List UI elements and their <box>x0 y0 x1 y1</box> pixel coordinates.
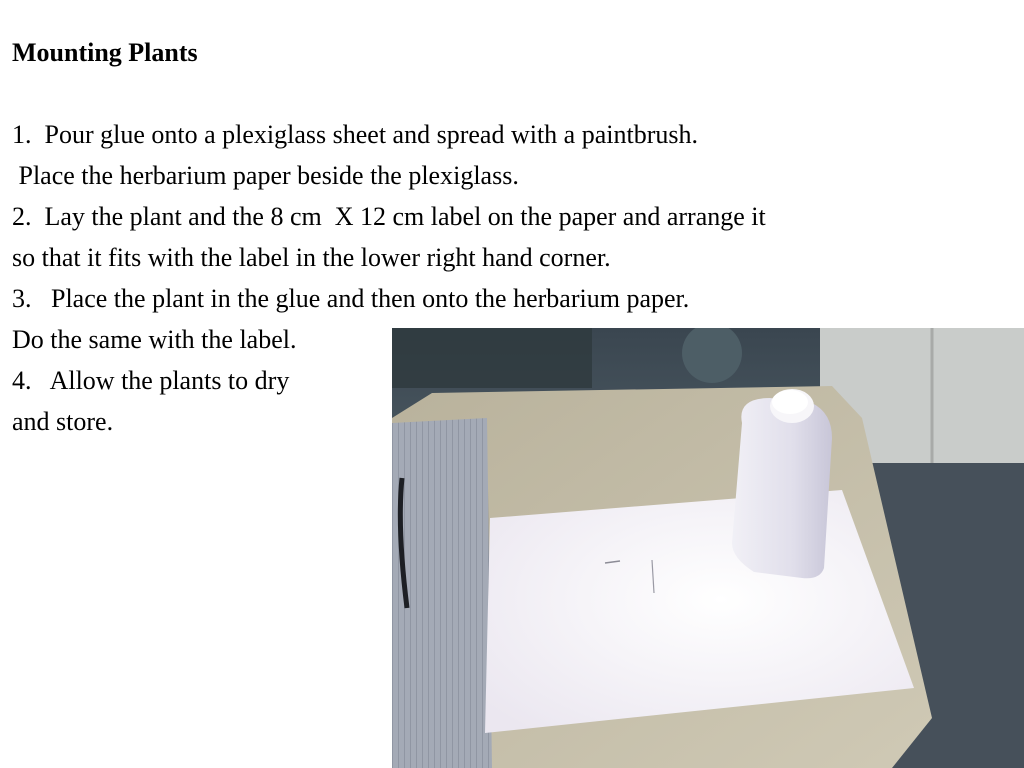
photo-glue-bottle <box>732 398 832 578</box>
glue-bottle-photo <box>392 328 1024 768</box>
step-4-line-2: and store. <box>12 407 114 436</box>
step-4-line-1: 4. Allow the plants to dry <box>12 366 290 395</box>
slide-title: Mounting Plants <box>12 38 198 67</box>
step-3-line-1: 3. Place the plant in the glue and then onto the herbarium paper. <box>12 284 690 313</box>
step-2-line-1: 2. Lay the plant and the 8 cm X 12 cm label on the paper and arrange it <box>12 202 766 231</box>
step-1-line-1: 1. Pour glue onto a plexiglass sheet and spread with a paintbrush. <box>12 120 698 149</box>
step-3-line-2: Do the same with the label. <box>12 325 297 354</box>
step-1-line-2: Place the herbarium paper beside the plexiglass. <box>12 161 519 190</box>
step-2-line-2: so that it fits with the label in the lower right hand corner. <box>12 243 611 272</box>
